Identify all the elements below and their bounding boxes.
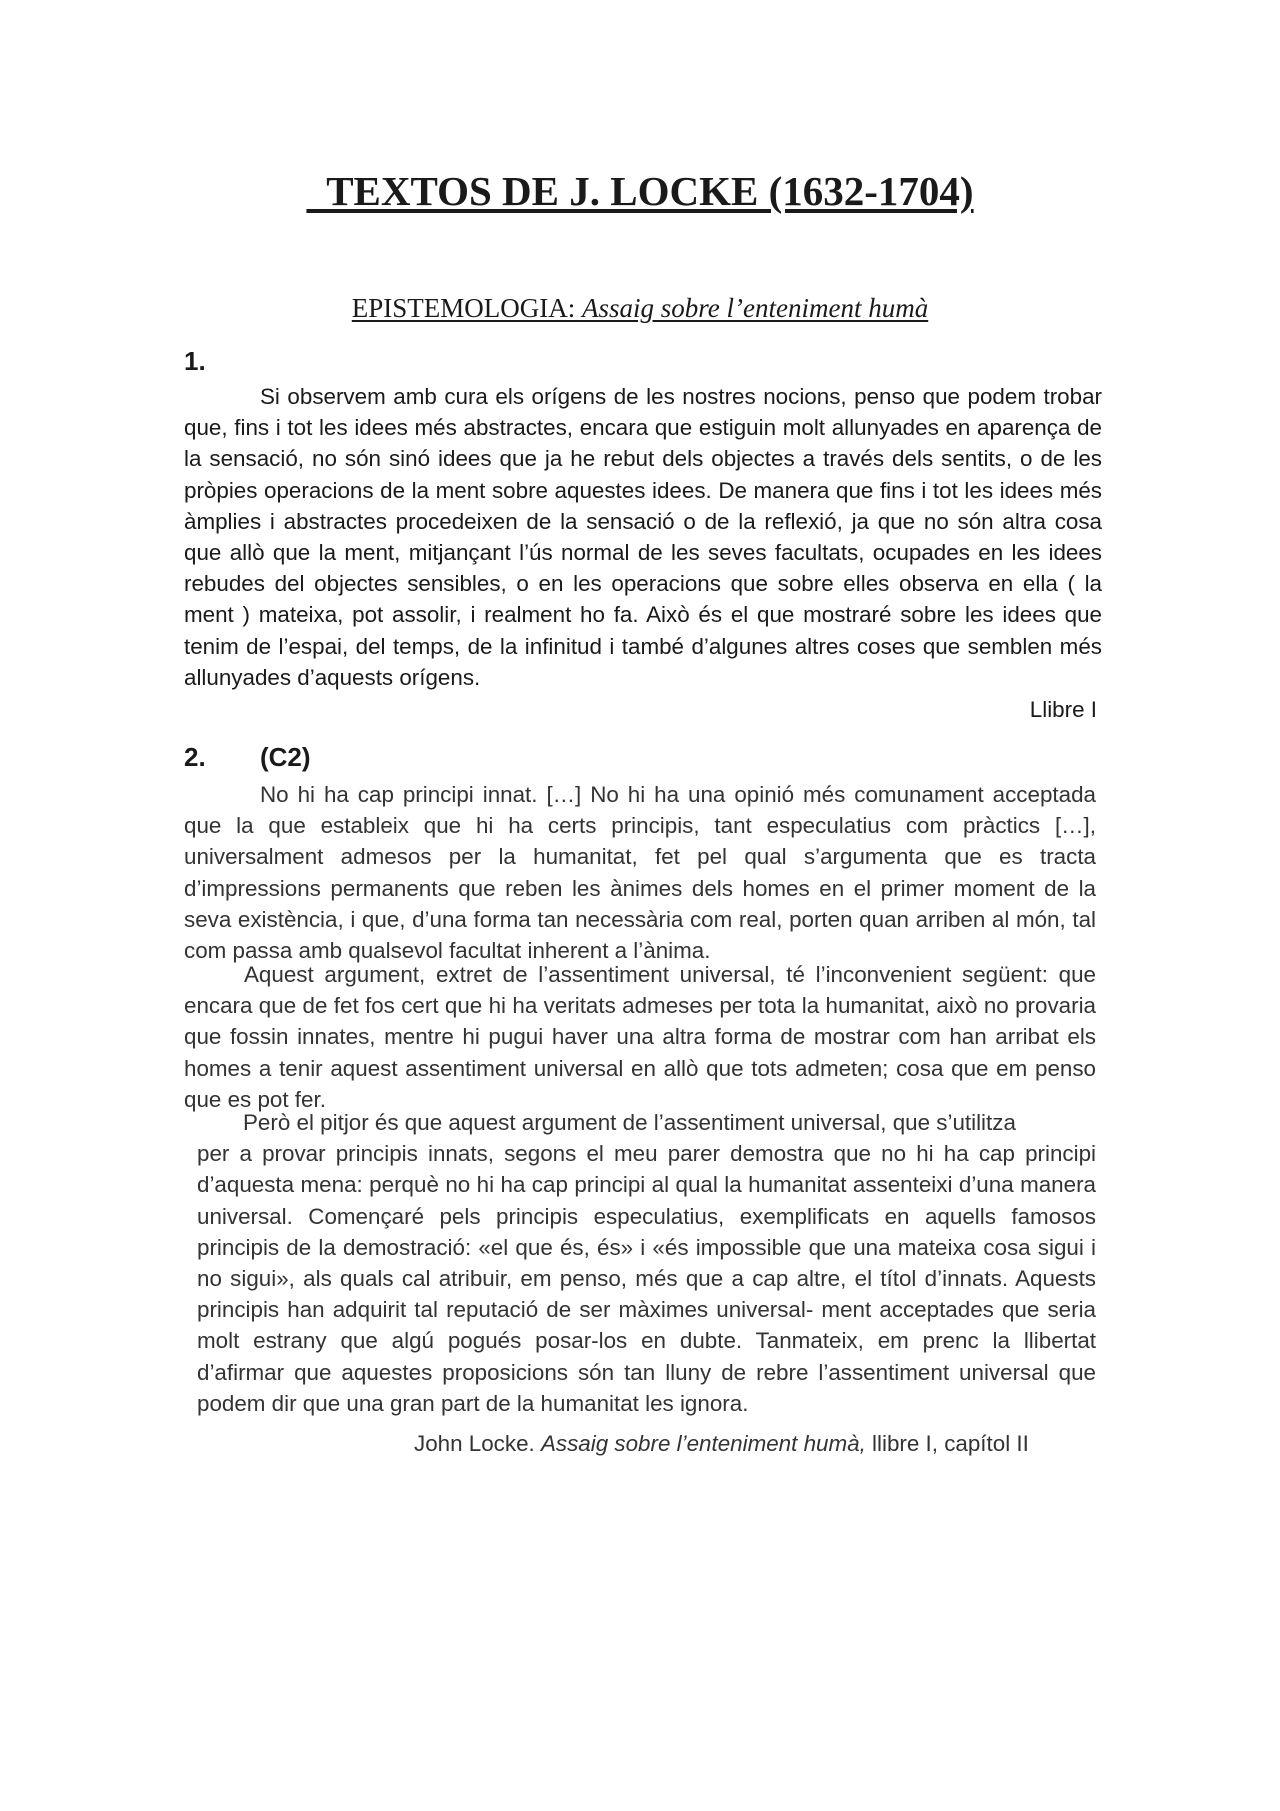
section-2-paragraph-1: No hi ha cap principi innat. […] No hi ha una opinió més comunament acceptada que la que estableix que hi ha certs principis, tant especulatius com pràctics […], universalment admesos per la humanitat, fet pel qual s’argumenta que es tracta d’impressions permanents que reben les ànimes dels homes en el primer moment de la seva existència, i que, d’una forma tan necessària com real, porten quan arriben al món, tal com passa amb qualsevol facultat inherent a l’ànima. xyxy=(184,782,1096,964)
citation-location: llibre I, capítol II xyxy=(865,1431,1029,1456)
document-title: TEXTOS DE J. LOCKE (1632-1704) xyxy=(306,168,974,214)
section-1-number: 1. xyxy=(184,346,206,376)
citation-author: John Locke. xyxy=(414,1431,541,1456)
document-subtitle xyxy=(0,291,1280,325)
subtitle-prefix: EPISTEMOLOGIA: xyxy=(351,293,583,323)
section-1-reference: Llibre I xyxy=(1029,697,1097,722)
citation-work: Assaig sobre l’enteniment humà, xyxy=(540,1431,866,1456)
section-2-tag: (C2) xyxy=(260,742,311,772)
section-2-paragraph-2: Aquest argument, extret de l’assentiment universal, té l’inconvenient següent: que encara que de fet fos cert que hi ha veritats admeses per tota la humanitat, això no provaria que fossin innates, mentre hi pugui haver una altra forma de mostrar com han arribat els homes a tenir aquest assentiment universal en allò que tots admeten; cosa que em penso que es pot fer. xyxy=(184,962,1096,1112)
subtitle-work-title: Assaig sobre l’enteniment humà xyxy=(582,293,929,323)
section-2-paragraph-3 xyxy=(197,1107,1096,1419)
section-2-paragraph-3-first-line: Però el pitjor és que aquest argument de l’assentiment universal, que s’utilitza xyxy=(243,1110,1016,1135)
section-2-paragraph-3-body: per a provar principis innats, segons el meu parer demostra que no hi ha cap principi d’aquesta mena: perquè no hi ha cap principi al qual la humanitat assenteixi d’una manera universal. Començaré pels principis especulatius, exemplificats en aquells famosos principis de la demostració: «el que és, és» i «és impossible que una mateixa cosa sigui i no sigui», als quals cal atribuir, em penso, més que a cap altre, el títol d’innats. Aquests principis han adquirit tal reputació de ser màximes universal- ment acceptades que seria molt estrany que algú pogués posar-los en dubte. Tanmateix, em prenc la llibertat d’afirmar que aquestes proposicions són tan lluny de rebre l’assentiment universal que podem dir que una gran part de la humanitat les ignora. xyxy=(197,1141,1096,1416)
citation xyxy=(414,1428,1029,1459)
section-2-number: 2. xyxy=(184,742,206,772)
section-1-paragraph: Si observem amb cura els orígens de les nostres nocions, penso que podem trobar que, fins i tot les idees més abstractes, encara que estiguin molt allunyades en aparença de la sensació, no són sinó idees que ja he rebut dels objectes a través dels sentits, o de les pròpies operacions de la ment sobre aquestes idees. De manera que fins i tot les idees més àmplies i abstractes procedeixen de la sensació o de la reflexió, ja que no són altra cosa que allò que la ment, mitjançant l’ús normal de les seves facultats, ocupades en les idees rebudes del objectes sensibles, o en les operacions que sobre elles observa en ella ( la ment ) mateixa, pot assolir, i realment ho fa. Això és el que mostraré sobre les idees que tenim de l’espai, del temps, de la infinitud i també d’algunes altres coses que semblen més allunyades d’aquests orígens. xyxy=(184,384,1102,690)
